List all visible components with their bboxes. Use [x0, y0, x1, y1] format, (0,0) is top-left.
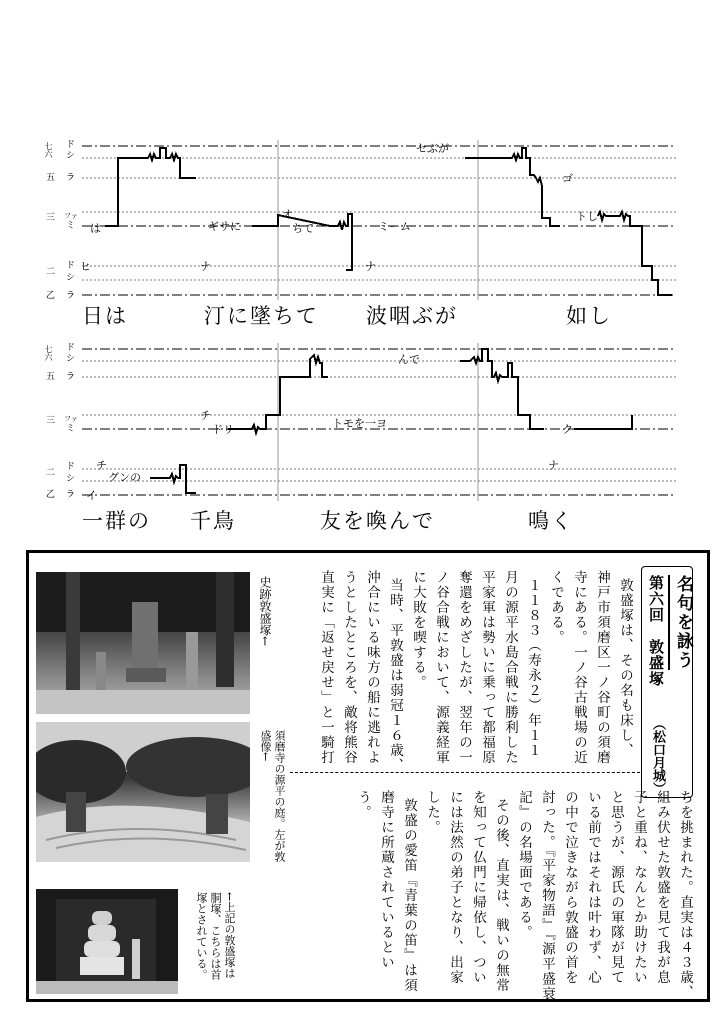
scale-label-shichi: 七六 [44, 142, 53, 158]
syllable: チ [200, 409, 211, 422]
text-column: の中で泣きながら敦盛の首を [562, 790, 578, 985]
lyric-phrase: 汀に墜ちて [204, 304, 319, 328]
lyric-phrase: 鳴く [528, 509, 574, 533]
scale-label-do-top: ド [66, 140, 76, 150]
text-column: 沖合にいる味方の船に逃れよ [364, 570, 380, 765]
melody-staff-1 [0, 130, 722, 330]
lyric-phrase: 波咽ぶが [366, 304, 458, 328]
scale-label-san: 三 [46, 416, 56, 426]
syllable: トモを一ヨ [332, 417, 387, 430]
text-column: を知って仏門に帰依し、つい [470, 790, 486, 985]
photo-genpei-garden [36, 722, 250, 862]
scale-label-otsu: 乙 [46, 490, 56, 500]
text-column: には法然の弟子となり、出家 [447, 790, 463, 985]
text-column: う。 [355, 790, 371, 820]
text-column: に大敗を喫する。 [410, 570, 426, 690]
caption-photo-1: 史跡敦盛塚← [258, 576, 272, 647]
scale-label-mi: ミ [66, 221, 76, 231]
syllable: ギサに [208, 220, 241, 233]
text-column: 当時、平敦盛は弱冠１６歳、 [387, 578, 403, 773]
text-column: 記』の名場面である。 [516, 790, 532, 940]
text-column: 月の源平水島合戦に勝利した [502, 570, 518, 765]
scale-label-shi-ni: シ [66, 273, 76, 283]
text-column: 直実に「返せ戻せ」と一騎打 [318, 570, 334, 765]
text-column: 討った。『平家物語』『源平盛衰 [539, 790, 555, 1002]
syllable: トし [576, 210, 598, 223]
lyric-phrase: 千鳥 [190, 509, 236, 533]
scale-label-do-ni: ド [66, 462, 76, 472]
section-divider [290, 772, 640, 773]
syllable: ゴ [562, 172, 573, 185]
melody-line-2a [150, 465, 196, 493]
scale-label-ra-go: ラ [66, 372, 76, 382]
text-column: １１８３（寿永２）年１１ [525, 578, 541, 758]
syllable: イ [86, 489, 97, 502]
scale-label-go: 五 [46, 173, 56, 183]
scale-label-san: 三 [46, 213, 56, 223]
scale-label-shi-top: シ [66, 354, 76, 364]
lyric-phrase: 如し [566, 304, 612, 328]
syllable: ちて [292, 222, 314, 235]
scale-label-shichi: 七六 [44, 345, 53, 361]
melody-line-1a [105, 148, 196, 226]
scale-label-ra-otsu: ラ [66, 490, 76, 500]
syllable: ナ [365, 260, 376, 273]
syllable: チ [96, 459, 107, 472]
scale-label-ra-otsu: ラ [66, 291, 76, 301]
scale-label-mi: ミ [66, 424, 76, 434]
text-column: 奪還をめざしたが、翌年の一 [456, 570, 472, 765]
article-body-bottom [300, 790, 696, 1002]
scale-label-ra-go: ラ [66, 173, 76, 183]
scale-label-ni: 二 [46, 468, 56, 478]
scale-label-fa: ファ [64, 212, 78, 220]
photo-atsumori-zuka [36, 572, 250, 714]
caption-line: 胴塚、こちらは首 [209, 892, 222, 980]
melody-line-1d [598, 212, 672, 295]
syllable: は [90, 222, 101, 235]
text-column: 敦盛の愛笛『青葉の笛』は須 [401, 798, 417, 993]
syllable: ナ [200, 260, 211, 273]
text-column: くである。 [548, 570, 564, 645]
lyric-phrase: 友を喚んで [320, 509, 435, 533]
melody-staff-2 [0, 333, 722, 543]
syllable: ドリ [212, 423, 234, 436]
caption-photo-3 [186, 892, 236, 1002]
syllable: オ [282, 208, 293, 221]
author-name: （松口月城） [650, 717, 665, 795]
caption-line: 塚とされている。 [195, 892, 208, 980]
scale-label-shi-ni: シ [66, 474, 76, 484]
text-column: した。 [424, 790, 440, 835]
scale-label-do-top: ド [66, 343, 76, 353]
syllable: ク [562, 423, 573, 436]
text-column: 寺にある。一ノ谷古戦場の近 [571, 570, 587, 765]
text-column: ちを挑まれた。直実は４３歳、 [677, 790, 693, 1000]
caption-line: ←上記の敦盛塚は [223, 892, 236, 979]
text-column: 組み伏せた敦盛を見て我が息 [654, 790, 670, 985]
scale-label-ni: 二 [46, 267, 56, 277]
caption-photo-2 [250, 730, 286, 860]
scale-label-shi-top: シ [66, 151, 76, 161]
lyric-phrase: 日は [82, 304, 128, 328]
syllable: んで [398, 353, 420, 366]
syllable: グンの [108, 471, 141, 484]
text-column: 子と重ね、なんとか助けたい [631, 790, 647, 985]
text-column: 磨寺に所蔵されているとい [378, 790, 394, 970]
syllable: ミーム [378, 220, 411, 233]
scale-label-otsu: 乙 [46, 291, 56, 301]
scale-label-do-ni: ド [66, 261, 76, 271]
text-column: ノ谷合戦において、源義経軍 [433, 570, 449, 765]
syllable: セぶが [416, 142, 449, 155]
article-body-top [286, 570, 636, 773]
melody-line-2d [574, 415, 632, 429]
scale-label-go: 五 [46, 372, 56, 382]
text-column: 敦盛塚は、その名も床し、 [617, 578, 633, 758]
syllable: ナ [548, 459, 559, 472]
title-box [641, 566, 693, 798]
text-column: 神戸市須磨区一ノ谷町の須磨 [594, 570, 610, 765]
text-column: その後、直実は、戦いの無常 [493, 798, 509, 993]
text-column: いる前ではそれは叶わず、心 [585, 790, 601, 985]
text-column: うとしたところを、敵将熊谷 [341, 570, 357, 765]
series-title: 名句を詠う [668, 575, 696, 670]
text-column: 平家軍は勢いに乗って都福原 [479, 570, 495, 765]
syllable: ヒ [80, 260, 91, 273]
episode-title: 第六回 敦盛塚 [647, 575, 665, 687]
lyric-phrase: 一群の [82, 509, 151, 533]
melody-line-1c [465, 148, 560, 226]
caption-line: 須磨寺の源平の庭。左が敦 [273, 730, 286, 862]
caption-line: 盛像← [259, 730, 272, 762]
photo-kubi-zuka [36, 889, 178, 994]
text-column: と思うが、源氏の軍隊が見て [608, 790, 624, 985]
scale-label-fa: ファ [64, 415, 78, 423]
